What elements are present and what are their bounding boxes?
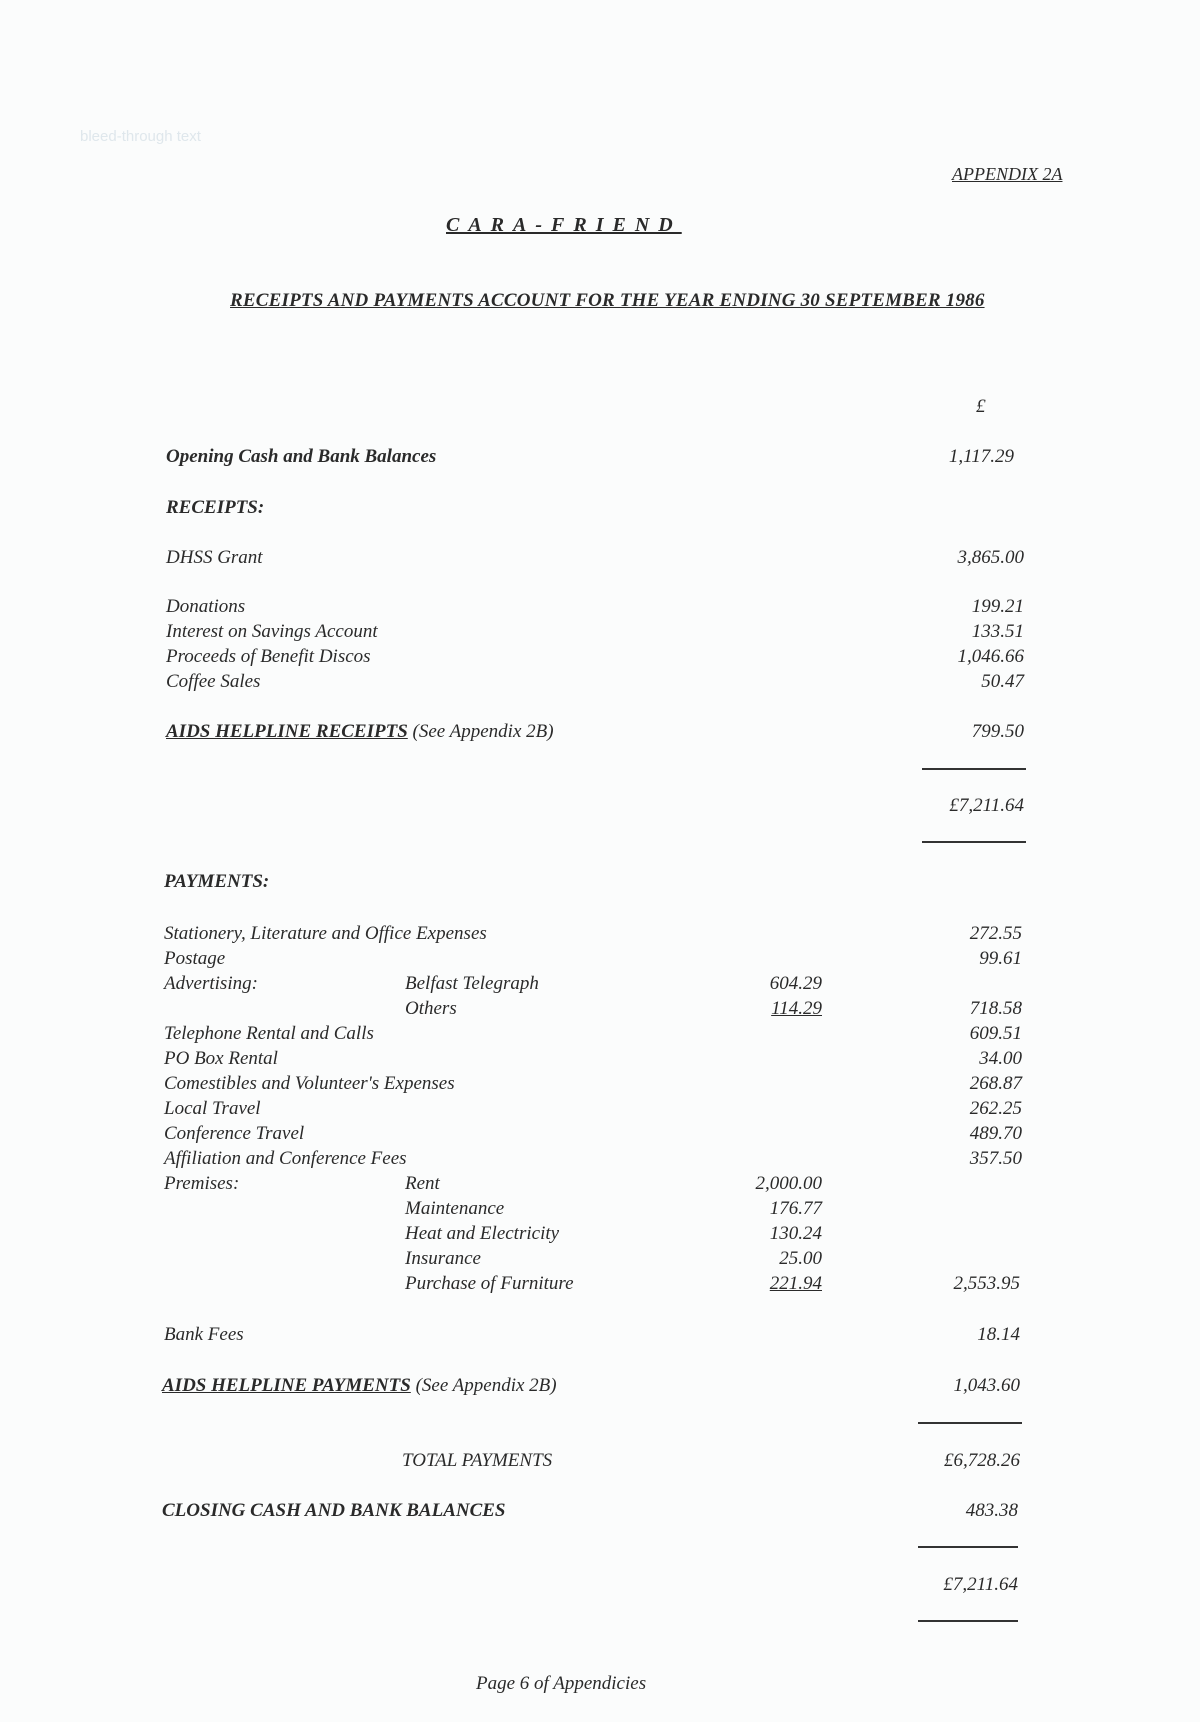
receipt-label: DHSS Grant: [166, 547, 263, 568]
sub-item-label: Heat and Electricity: [405, 1223, 560, 1244]
payment-amount: 2,553.95: [953, 1273, 1020, 1294]
payment-amount: 609.51: [969, 1023, 1022, 1044]
payment-label: Bank Fees: [164, 1324, 244, 1345]
receipts-total-rule: [922, 841, 1026, 843]
sub-item-amount: 176.77: [769, 1198, 822, 1219]
receipt-label: Interest on Savings Account: [166, 621, 378, 642]
receipts-total: £7,211.64: [949, 795, 1024, 816]
sub-item-label: Rent: [405, 1173, 440, 1194]
payment-label: Conference Travel: [164, 1123, 305, 1144]
aids-payments-label: AIDS HELPLINE PAYMENTS: [162, 1375, 411, 1396]
page-footer: Page 6 of Appendicies: [476, 1673, 647, 1694]
payment-amount: 34.00: [979, 1048, 1022, 1069]
sub-item-amount: 604.29: [769, 973, 822, 994]
receipts-subtotal-rule: [922, 768, 1026, 770]
bleed-through-text: bleed-through text: [80, 128, 201, 145]
aids-payments-note: (See Appendix 2B): [415, 1375, 557, 1396]
receipt-amount: 50.47: [981, 671, 1024, 692]
receipt-amount: 3,865.00: [957, 547, 1024, 568]
account-heading: RECEIPTS AND PAYMENTS ACCOUNT FOR THE YEAR ENDING 30 SEPTEMBER 1986: [230, 290, 985, 311]
payment-label: Telephone Rental and Calls: [164, 1023, 374, 1044]
payment-amount: 272.55: [969, 923, 1022, 944]
payment-amount: 718.58: [969, 998, 1022, 1019]
sub-item-amount: 221.94: [769, 1273, 822, 1294]
payment-label: Affiliation and Conference Fees: [164, 1148, 407, 1169]
receipt-label: Proceeds of Benefit Discos: [166, 646, 371, 667]
receipt-amount: 1,046.66: [957, 646, 1024, 667]
total-payments-amount: £6,728.26: [944, 1450, 1020, 1471]
grand-total-amount: £7,211.64: [943, 1574, 1018, 1595]
payment-label: Postage: [164, 948, 226, 969]
sub-item-label: Maintenance: [405, 1198, 505, 1219]
payment-amount: 268.87: [969, 1073, 1022, 1094]
organisation-title: CARA-FRIEND: [446, 214, 682, 236]
payment-amount: 262.25: [969, 1098, 1022, 1119]
receipt-label: Coffee Sales: [166, 671, 261, 692]
currency-symbol: £: [976, 396, 986, 417]
aids-receipts-row: [166, 719, 554, 744]
aids-payments-row: [162, 1373, 557, 1398]
payment-amount: 99.61: [979, 948, 1022, 969]
grand-total-rule: [918, 1620, 1018, 1622]
sub-item-label: Others: [405, 998, 457, 1019]
closing-balance-label: CLOSING CASH AND BANK BALANCES: [162, 1500, 506, 1521]
payment-label: Stationery, Literature and Office Expenses: [164, 923, 487, 944]
receipt-amount: 133.51: [971, 621, 1024, 642]
payment-label: PO Box Rental: [164, 1048, 278, 1069]
sub-item-amount: 2,000.00: [755, 1173, 822, 1194]
closing-balance-amount: 483.38: [965, 1500, 1018, 1521]
payment-amount: 489.70: [969, 1123, 1022, 1144]
sub-item-amount: 25.00: [779, 1248, 822, 1269]
sub-item-label: Insurance: [405, 1248, 481, 1269]
payments-heading: PAYMENTS:: [164, 871, 270, 892]
appendix-label: APPENDIX 2A: [952, 164, 1063, 184]
receipts-heading: RECEIPTS:: [166, 497, 265, 518]
payments-subtotal-rule: [918, 1422, 1022, 1424]
payment-amount: 18.14: [977, 1324, 1020, 1345]
sub-item-amount: 130.24: [769, 1223, 822, 1244]
receipt-label: Donations: [166, 596, 246, 617]
payment-label: Advertising:: [164, 973, 258, 994]
aids-receipts-note: (See Appendix 2B): [412, 721, 554, 742]
total-payments-label: TOTAL PAYMENTS: [402, 1450, 553, 1471]
sub-item-amount: 114.29: [771, 998, 822, 1019]
opening-balance-label: Opening Cash and Bank Balances: [166, 446, 437, 467]
payment-amount: 357.50: [969, 1148, 1022, 1169]
aids-receipts-amount: 799.50: [971, 721, 1024, 742]
opening-balance-amount: 1,117.29: [948, 446, 1014, 467]
payment-label: Comestibles and Volunteer's Expenses: [164, 1073, 455, 1094]
sub-item-label: Purchase of Furniture: [405, 1273, 574, 1294]
closing-rule: [918, 1546, 1018, 1548]
payment-label: Local Travel: [164, 1098, 261, 1119]
payment-label: Premises:: [164, 1173, 240, 1194]
sub-item-label: Belfast Telegraph: [405, 973, 539, 994]
aids-payments-amount: 1,043.60: [953, 1375, 1020, 1396]
receipt-amount: 199.21: [971, 596, 1024, 617]
aids-receipts-label: AIDS HELPLINE RECEIPTS: [166, 721, 408, 742]
